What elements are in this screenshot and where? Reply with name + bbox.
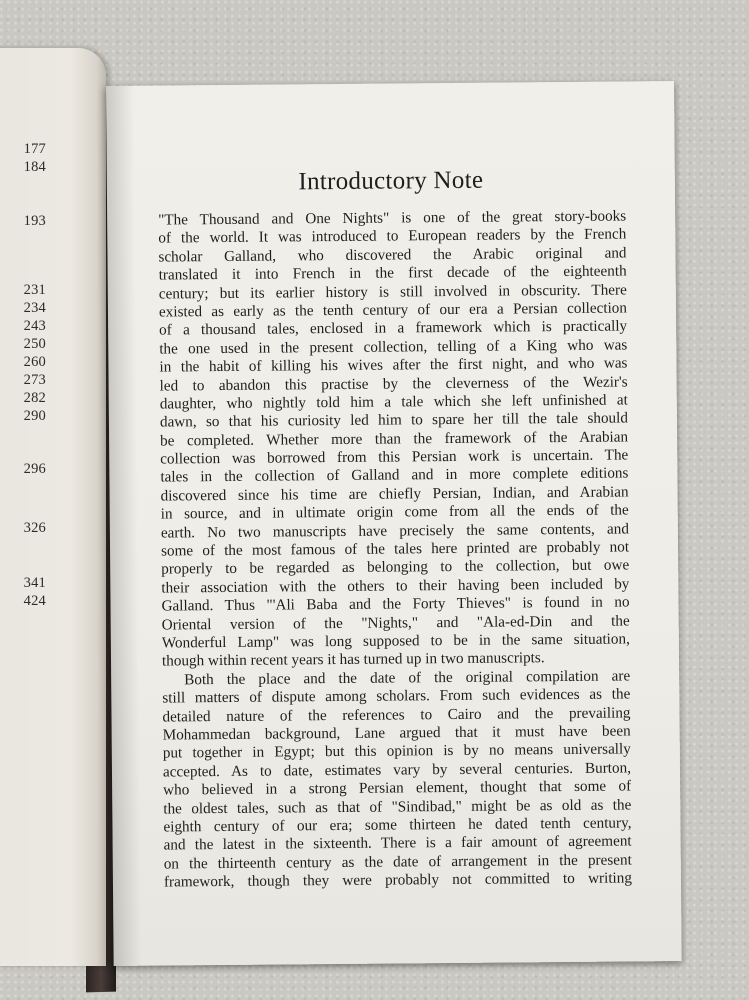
- text-line: in source, and in ultimate origin come from all the ends of the: [160, 501, 629, 523]
- text-line: still matters of dispute among scholars. From such evidences as the: [162, 685, 631, 707]
- text-line: daughter, who nightly told him a tale which she left unfinished at: [159, 391, 628, 413]
- body-text: [158, 207, 632, 892]
- text-line: Wonderful Lamp" was long supposed to be in the same situation,: [161, 630, 630, 652]
- toc-page-number: 290: [23, 408, 46, 424]
- text-line: in the habit of killing his wives after the first night, and who was: [159, 354, 628, 376]
- text-line: be completed. Whether more than the framework of the Arabian: [160, 428, 629, 450]
- paragraph: [162, 667, 632, 892]
- toc-page-number: 424: [23, 593, 46, 609]
- text-line: earth. No two manuscripts have precisely the same contents, and: [160, 520, 629, 542]
- text-line: Both the place and the date of the original compilation are: [184, 667, 631, 689]
- toc-page-number: 177: [23, 141, 46, 157]
- text-line: properly to be regarded as belonging to the collection, but owe: [161, 556, 630, 578]
- text-line: the oldest tales, such as that of "Sindibad," might be as old as the: [163, 795, 632, 818]
- text-line: their association with the others to their having been included by: [161, 575, 630, 597]
- text-line: century; but its earlier history is still involved in obscurity. There: [158, 281, 627, 303]
- right-page: [106, 81, 682, 966]
- text-line: accepted. As to date, estimates vary by several centuries. Burton,: [162, 759, 632, 781]
- text-line: scholar Galland, who discovered the Arabic original and: [158, 244, 627, 266]
- text-line: put together in Egypt; but this opinion is by no means universally: [162, 740, 631, 762]
- toc-page-number: 282: [23, 390, 46, 406]
- text-line: existed as early as the tenth century of our era a Persian collection: [158, 299, 628, 321]
- text-line: discovered since his time are chiefly Persian, Indian, and Arabian: [160, 483, 629, 505]
- left-page: [0, 48, 106, 966]
- text-line: Mohammedan background, Lane argued that it must have been: [162, 722, 631, 744]
- text-line: collection was borrowed from this Persian work is uncertain. The: [160, 446, 629, 468]
- text-line: eighth century of our era; some thirteen he dated tenth century,: [163, 814, 632, 836]
- toc-page-number: 184: [23, 159, 46, 175]
- text-line: detailed nature of the references to Cairo and the prevailing: [162, 703, 631, 726]
- text-line: framework, though they were probably not committed to writing: [163, 869, 633, 891]
- text-line: of the world. It was introduced to European readers by the French: [158, 225, 627, 247]
- text-line: translated it into French in the first decade of the eighteenth: [158, 262, 627, 284]
- toc-page-number: 243: [23, 318, 46, 334]
- toc-page-number: 296: [23, 461, 46, 477]
- paragraph: [158, 207, 630, 671]
- text-line: dawn, so that his curiosity led him to spare her till the tale should: [159, 409, 628, 431]
- text-line: on the thirteenth century as the date of arrangement in the present: [163, 851, 632, 873]
- toc-page-number: 234: [23, 300, 46, 316]
- toc-page-number: 341: [23, 575, 46, 591]
- page-title: Introductory Note: [298, 166, 484, 196]
- text-line: some of the most famous of the tales here printed are probably not: [160, 538, 630, 560]
- toc-page-number: 260: [23, 354, 46, 370]
- text-line: led to abandon this practise by the cleverness of the Wezir's: [159, 372, 628, 395]
- text-line: tales in the collection of Galland and in more complete editions: [160, 464, 629, 487]
- text-line: who believed in a strong Persian element, thought that some of: [163, 777, 632, 799]
- text-line: though within recent years it has turned up in two manuscripts.: [161, 649, 545, 670]
- text-line: Oriental version of the "Nights," and "Ala-ed-Din and the: [161, 612, 630, 634]
- text-line: the one used in the present collection, telling of a King who was: [159, 336, 628, 358]
- text-line: Galland. Thus "'Ali Baba and the Forty Thieves" is found in no: [161, 593, 630, 615]
- text-line: and the latest in the sixteenth. There is a fair amount of agreement: [163, 832, 632, 854]
- toc-page-number: 231: [23, 282, 46, 298]
- text-line: of a thousand tales, enclosed in a framework which is practically: [159, 317, 628, 339]
- text-line: "The Thousand and One Nights" is one of the great story-books: [158, 207, 627, 229]
- toc-page-number: 193: [23, 213, 46, 229]
- toc-page-number: 250: [23, 336, 46, 352]
- toc-page-number: 273: [23, 372, 46, 388]
- toc-page-number: 326: [23, 520, 46, 536]
